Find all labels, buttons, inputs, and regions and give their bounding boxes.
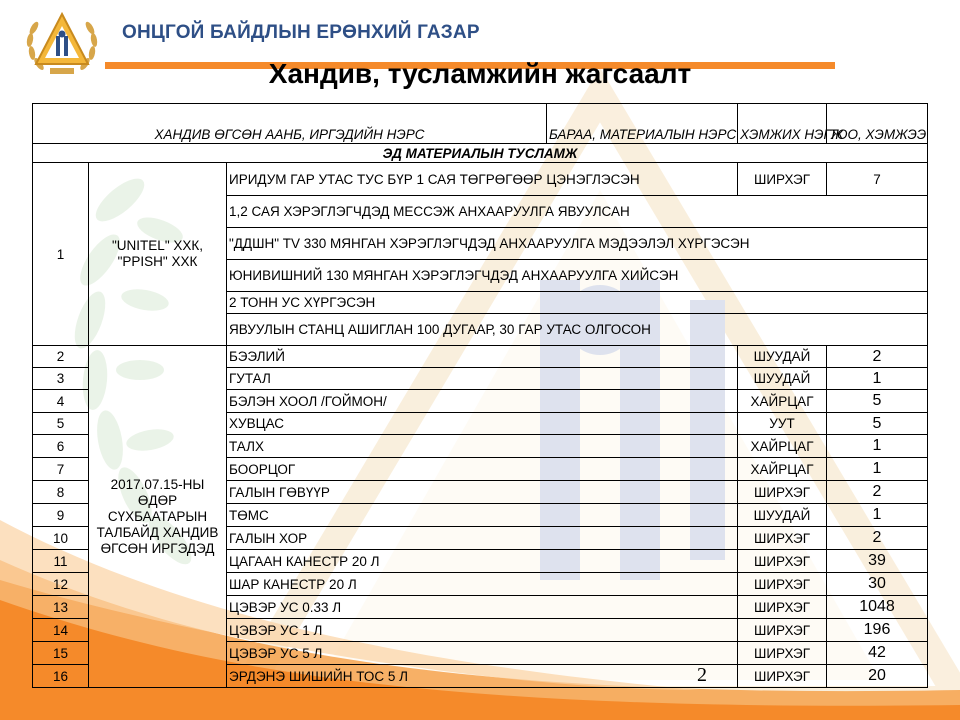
quantity: 1 bbox=[827, 458, 928, 481]
quantity: 2 bbox=[827, 527, 928, 550]
item-name: ЦЭВЭР УС 1 Л bbox=[227, 619, 738, 642]
item-name: ШАР КАНЕСТР 20 Л bbox=[227, 573, 738, 596]
item-name: ГУТАЛ bbox=[227, 368, 738, 390]
unit: ШИРХЭГ bbox=[738, 573, 827, 596]
unit: ШИРХЭГ bbox=[738, 527, 827, 550]
unit: ШИРХЭГ bbox=[738, 596, 827, 619]
quantity: 5 bbox=[827, 390, 928, 413]
item-name: ЦЭВЭР УС 0.33 Л bbox=[227, 596, 738, 619]
item-name: 2 ТОНН УС ХҮРГЭСЭН bbox=[227, 292, 928, 314]
unit: УУТ bbox=[738, 413, 827, 435]
item-name: БЭЛЭН ХООЛ /ГОЙМОН/ bbox=[227, 390, 738, 413]
row-number: 12 bbox=[33, 573, 89, 596]
row-number: 8 bbox=[33, 481, 89, 504]
item-name: ХУВЦАС bbox=[227, 413, 738, 435]
item-name: 1,2 САЯ ХЭРЭГЛЭГЧДЭД МЕССЭЖ АНХААРУУЛГА ЯВУУЛСАН bbox=[227, 196, 928, 228]
row-number: 2 bbox=[33, 346, 89, 368]
unit: ШИРХЭГ bbox=[738, 665, 827, 688]
column-header-donor: ХАНДИВ ӨГСӨН ААНБ, ИРГЭДИЙН НЭРС bbox=[33, 104, 547, 144]
column-header-item: БАРАА, МАТЕРИАЛЫН НЭРС bbox=[547, 104, 738, 144]
item-name: "ДДШН" TV 330 МЯНГАН ХЭРЭГЛЭГЧДЭД АНХААРУУЛГА МЭДЭЭЛЭЛ ХҮРГЭСЭН bbox=[227, 228, 928, 260]
column-header-qty: ТОО, ХЭМЖЭЭ bbox=[827, 104, 928, 144]
unit: ШИРХЭГ bbox=[738, 619, 827, 642]
quantity: 2 bbox=[827, 346, 928, 368]
item-name: БЭЭЛИЙ bbox=[227, 346, 738, 368]
table-row bbox=[33, 163, 928, 196]
item-name: ЭРДЭНЭ ШИШИЙН ТОС 5 Л bbox=[227, 665, 738, 688]
column-header-unit: ХЭМЖИХ НЭГЖ bbox=[738, 104, 827, 144]
quantity: 2 bbox=[827, 481, 928, 504]
unit: ШИРХЭГ bbox=[738, 642, 827, 665]
page-number: 2 bbox=[697, 664, 707, 686]
section-row bbox=[33, 144, 928, 163]
quantity: 1 bbox=[827, 504, 928, 527]
unit: ШУУДАЙ bbox=[738, 368, 827, 390]
row-number: 16 bbox=[33, 665, 89, 688]
page-title: Хандив, тусламжийн жагсаалт bbox=[268, 58, 692, 89]
quantity: 7 bbox=[827, 163, 928, 196]
item-name: ГАЛЫН ХОР bbox=[227, 527, 738, 550]
row-number: 1 bbox=[33, 163, 89, 346]
unit: ХАЙРЦАГ bbox=[738, 390, 827, 413]
row-number: 7 bbox=[33, 458, 89, 481]
table-header-row bbox=[33, 104, 928, 144]
item-name: ТАЛХ bbox=[227, 435, 738, 458]
row-number: 5 bbox=[33, 413, 89, 435]
unit: ШУУДАЙ bbox=[738, 346, 827, 368]
quantity: 5 bbox=[827, 413, 928, 435]
item-name: ЮНИВИШНИЙ 130 МЯНГАН ХЭРЭГЛЭГЧДЭД АНХААРУУЛГА ХИЙСЭН bbox=[227, 260, 928, 292]
quantity: 1048 bbox=[827, 596, 928, 619]
donation-table bbox=[32, 103, 928, 688]
quantity: 30 bbox=[827, 573, 928, 596]
table-row bbox=[33, 346, 928, 368]
quantity: 42 bbox=[827, 642, 928, 665]
row-number: 3 bbox=[33, 368, 89, 390]
row-number: 15 bbox=[33, 642, 89, 665]
quantity: 39 bbox=[827, 550, 928, 573]
quantity: 20 bbox=[827, 665, 928, 688]
quantity: 1 bbox=[827, 435, 928, 458]
row-number: 13 bbox=[33, 596, 89, 619]
row-number: 10 bbox=[33, 527, 89, 550]
row-number: 4 bbox=[33, 390, 89, 413]
unit: ХАЙРЦАГ bbox=[738, 435, 827, 458]
unit: ШИРХЭГ bbox=[738, 481, 827, 504]
item-name: ЦАГААН КАНЕСТР 20 Л bbox=[227, 550, 738, 573]
item-name: ЯВУУЛЫН СТАНЦ АШИГЛАН 100 ДУГААР, 30 ГАР УТАС ОЛГОСОН bbox=[227, 314, 928, 346]
quantity: 196 bbox=[827, 619, 928, 642]
unit: ШИРХЭГ bbox=[738, 163, 827, 196]
item-name: ТӨМС bbox=[227, 504, 738, 527]
section-title: ЭД МАТЕРИАЛЫН ТУСЛАМЖ bbox=[33, 144, 928, 163]
item-name: ИРИДУМ ГАР УТАС ТУС БҮР 1 САЯ ТӨГРӨГӨӨР ЦЭНЭГЛЭСЭН bbox=[227, 163, 738, 196]
unit: ШИРХЭГ bbox=[738, 550, 827, 573]
organization-name: ОНЦГОЙ БАЙДЛЫН ЕРӨНХИЙ ГАЗАР bbox=[122, 22, 480, 43]
row-number: 11 bbox=[33, 550, 89, 573]
unit: ШУУДАЙ bbox=[738, 504, 827, 527]
row-number: 9 bbox=[33, 504, 89, 527]
item-name: ГАЛЫН ГӨВҮҮР bbox=[227, 481, 738, 504]
donor-name: "UNITEL" ХХК, "PPISH" ХХК bbox=[89, 163, 227, 346]
donor-name: 2017.07.15-НЫ ӨДӨР СҮХБААТАРЫН ТАЛБАЙД ХАНДИВ ӨГСӨН ИРГЭДЭД bbox=[89, 346, 227, 688]
item-name: ЦЭВЭР УС 5 Л bbox=[227, 642, 738, 665]
quantity: 1 bbox=[827, 368, 928, 390]
item-name: БООРЦОГ bbox=[227, 458, 738, 481]
unit: ХАЙРЦАГ bbox=[738, 458, 827, 481]
row-number: 14 bbox=[33, 619, 89, 642]
row-number: 6 bbox=[33, 435, 89, 458]
